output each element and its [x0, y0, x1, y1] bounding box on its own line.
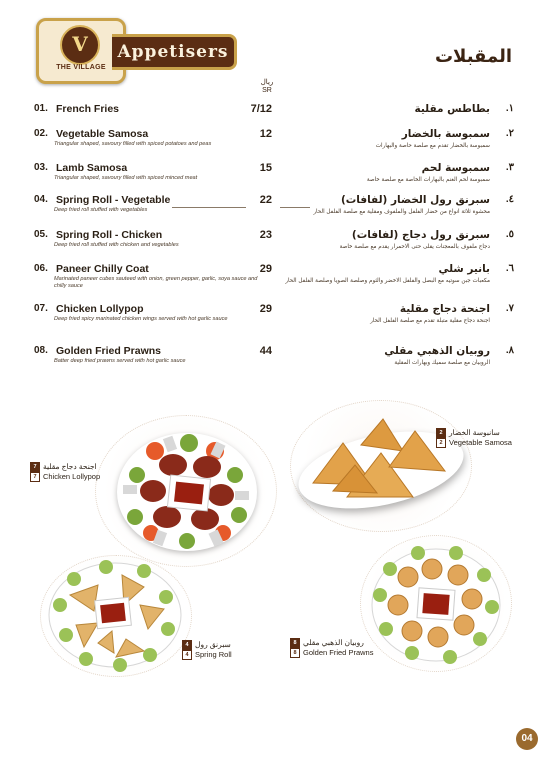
item-number: 02. — [34, 128, 48, 139]
item-description-arabic: محشوة ثلاثة انواع من خضار الفلفل والملفوف ومقلية مع صلصة الفلفل الحار — [313, 209, 490, 215]
item-name: Paneer Chilly Coat — [56, 263, 149, 275]
divider — [280, 207, 310, 208]
item-name-arabic: اجنحة دجاج مقلية — [399, 303, 490, 315]
item-price: 29 — [259, 263, 272, 275]
logo-text: THE VILLAGE — [56, 64, 106, 71]
caption-arabic: سانبوسة الخضار — [449, 428, 500, 437]
item-name: Spring Roll - Vegetable — [56, 194, 171, 206]
item-name-arabic: سبرنق رول دجاج (لفافات) — [351, 229, 490, 241]
item-price: 15 — [259, 162, 272, 174]
page-number: 04 — [516, 728, 538, 750]
caption-english: Spring Roll — [195, 650, 232, 660]
item-price: 7/12 — [250, 103, 272, 115]
item-number: 04. — [34, 194, 48, 205]
golden-prawns-photo — [360, 535, 510, 670]
item-name: French Fries — [56, 103, 120, 115]
caption-number: 2 — [436, 428, 446, 438]
prawns-illustration — [360, 535, 510, 670]
item-name: Vegetable Samosa — [56, 128, 149, 140]
item-name-arabic: روبيان الذهبي مقلي — [384, 345, 490, 357]
item-number-arabic: .٢ — [505, 128, 514, 139]
caption-number: 4 — [182, 640, 192, 650]
caption-golden-prawns — [290, 638, 373, 658]
item-number-arabic: .١ — [505, 103, 514, 114]
currency-arabic: ريال — [260, 79, 274, 86]
item-price: 22 — [259, 194, 272, 206]
item-price: 23 — [259, 229, 272, 241]
caption-english: Vegetable Samosa — [449, 438, 512, 448]
caption-arabic: روبيان الذهبي مقلي — [303, 638, 364, 647]
spring-roll-photo — [40, 555, 190, 675]
caption-english: Golden Fried Prawns — [303, 648, 374, 658]
currency-code: SR — [262, 87, 272, 94]
samosa-illustration — [285, 405, 475, 525]
currency-label — [255, 79, 279, 95]
item-number: 01. — [34, 103, 48, 114]
caption-number: 7 — [30, 462, 40, 472]
item-description: Deep fried roll stuffed with chicken and vegetables — [54, 242, 179, 248]
vegetable-samosa-photo — [285, 405, 475, 525]
item-description-arabic: دجاج ملفوف بالمعجنات يقلى حتى الاحمرار يقدم مع صلصة خاصة — [339, 244, 490, 250]
item-price: 29 — [259, 303, 272, 315]
item-description-arabic: اجنحة دجاج مقلية متبلة تقدم مع صلصة الفلفل الحار — [370, 318, 490, 324]
caption-number: 2 — [436, 438, 446, 448]
caption-number: 7 — [30, 472, 40, 482]
item-description-arabic: سمبوسة لحم الغنم بالبهارات الخاصة مع صلصة خاصة — [366, 177, 490, 183]
caption-number: 8 — [290, 648, 300, 658]
caption-english: Chicken Lollypop — [43, 472, 101, 482]
item-price: 44 — [259, 345, 272, 357]
item-description: Triangular shaped, savoury filled with spiced minced meat — [54, 175, 198, 181]
logo-emblem — [60, 25, 100, 65]
item-number: 07. — [34, 303, 48, 314]
item-name-arabic: سمبوسة لحم — [421, 162, 490, 174]
item-number-arabic: .٧ — [505, 303, 514, 314]
item-name: Chicken Lollypop — [56, 303, 144, 315]
chicken-lollypop-photo — [95, 415, 280, 565]
item-number-arabic: .٦ — [505, 263, 514, 274]
section-title: Appetisers — [112, 34, 237, 70]
item-number: 03. — [34, 162, 48, 173]
item-description: Triangular shaped, savoury filled with spiced potatoes and peas — [54, 141, 212, 147]
item-description: Deep fried spicy marinated chicken wings served with hot garlic sauce — [54, 316, 228, 322]
item-price: 12 — [259, 128, 272, 140]
item-number-arabic: .٨ — [505, 345, 514, 356]
item-description-arabic: سمبوسة بالخضار تقدم مع صلصة حاصة والبهارات — [375, 143, 490, 149]
caption-chicken-lollypop — [30, 462, 100, 482]
caption-arabic: اجنحة دجاج مقلية — [43, 462, 97, 471]
caption-number: 8 — [290, 638, 300, 648]
item-description: Marinated paneer cubes sauteed with onion, green pepper, garlic, soya sauce and chilly sauce — [54, 276, 258, 289]
caption-arabic: سبرنق رول — [195, 640, 231, 649]
item-number: 06. — [34, 263, 48, 274]
item-name-arabic: بطاطس مقلية — [414, 103, 490, 115]
item-name: Golden Fried Prawns — [56, 345, 162, 357]
divider — [172, 207, 246, 208]
item-name-arabic: سمبوسة بالخضار — [401, 128, 490, 140]
item-name: Lamb Samosa — [56, 162, 128, 174]
spring-roll-illustration — [40, 555, 190, 675]
item-number: 05. — [34, 229, 48, 240]
item-description: Deep fried roll stuffed with vegetables — [54, 207, 148, 213]
item-name: Spring Roll - Chicken — [56, 229, 163, 241]
section-title-arabic: المقبلات — [434, 46, 512, 67]
lollypop-illustration — [95, 415, 280, 565]
item-number-arabic: .٥ — [505, 229, 514, 240]
item-number-arabic: .٤ — [505, 194, 514, 205]
item-name-arabic: بانير شلي — [438, 263, 490, 275]
item-number: 08. — [34, 345, 48, 356]
item-description-arabic: مكعبات جبن سوتيه مع البصل والفلفل الاخضر والثوم وصلصة الصويا وصلصة الفلفل الحار — [285, 278, 490, 284]
caption-vegetable-samosa — [436, 428, 512, 448]
item-description-arabic: الروبيان مع صلصة سميك وبهارات المقلية — [394, 360, 490, 366]
item-name-arabic: سبرنق رول الخضار (لفافات) — [340, 194, 490, 206]
caption-number: 4 — [182, 650, 192, 660]
item-description: Batter deep fried prawns served with hot garlic sauce — [54, 358, 186, 364]
item-number-arabic: .٣ — [505, 162, 514, 173]
caption-spring-roll — [182, 640, 232, 660]
